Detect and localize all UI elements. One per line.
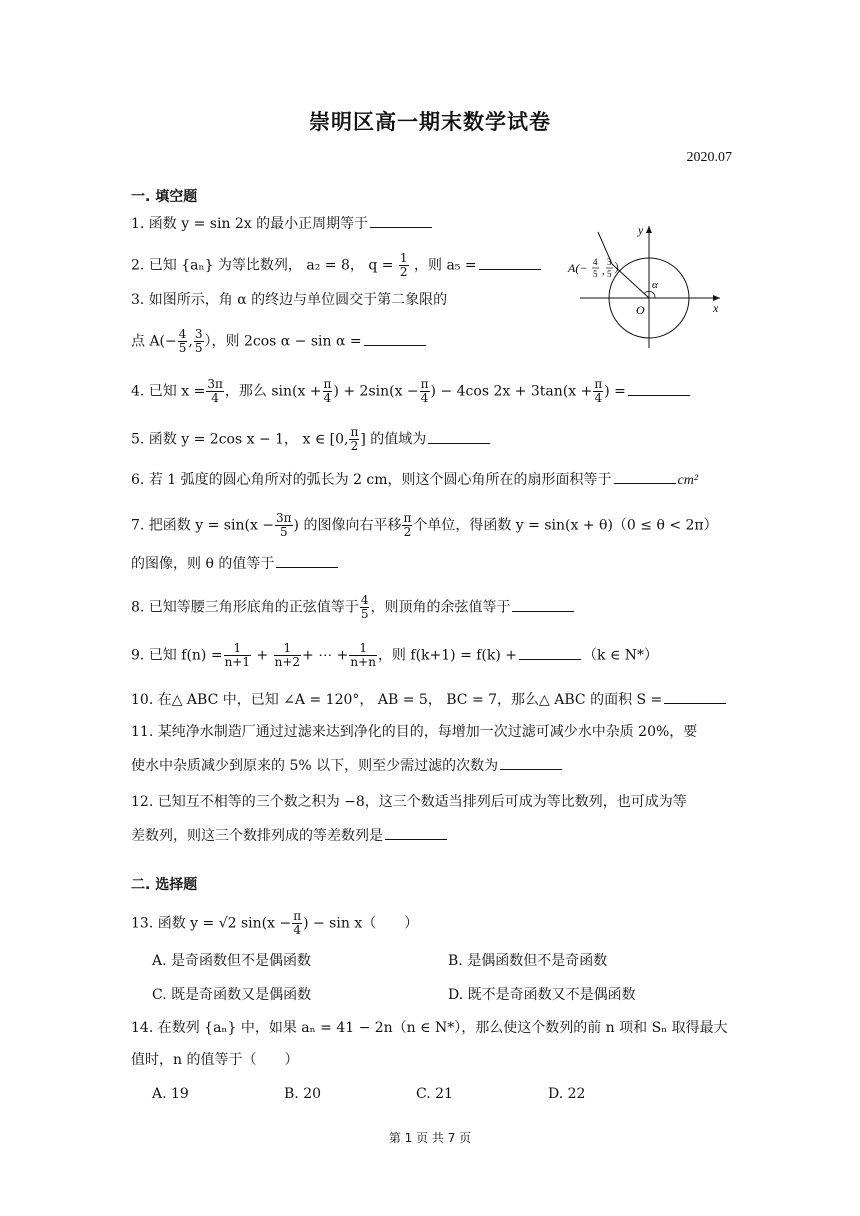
q13-option-d: D. 既不是奇函数又不是偶函数 (448, 987, 636, 1003)
point-a-num-2: 3 (607, 257, 612, 267)
q14-option-c: C. 21 (416, 1086, 453, 1102)
question-2-text-a: 2. 已知 {aₙ} 为等比数列， a₂ = 8， q = (131, 257, 394, 274)
answer-blank (428, 430, 490, 444)
question-14-line-2: 值时，n 的值等于（ ） (131, 1052, 299, 1068)
q13-option-c: C. 既是奇函数又是偶函数 (152, 987, 312, 1003)
question-14-line-1: 14. 在数列 {aₙ} 中，如果 aₙ = 41 − 2n（n ∈ N*），那么使这个数列的前 n 项和 Sₙ 取得最大 (131, 1020, 728, 1036)
point-a-label: A(− (568, 261, 588, 275)
q14-option-a: A. 19 (152, 1086, 189, 1102)
q13-option-b: B. 是偶函数但不是奇函数 (448, 953, 608, 969)
alpha-label: α (652, 279, 658, 291)
fraction-three-pi-over-four: $\frac{3\pi}{4}$ (207, 377, 223, 405)
answer-blank (500, 756, 562, 770)
point-a-num: 4 (593, 257, 598, 267)
question-13: 13. 函数 y = √2 sin(x − $\frac{\pi}{4}$ ) − sin x（ ） (131, 909, 419, 937)
question-12-line-1: 12. 已知互不相等的三个数之积为 −8，这三个数适当排列后可成为等比数列，也可成为等 (131, 794, 687, 810)
fraction-one-over-n-plus-one: $\frac{1}{n+1}$ (224, 641, 250, 669)
answer-blank (664, 690, 726, 704)
fraction-pi-over-four: $\frac{\pi}{4}$ (594, 377, 603, 405)
fraction-three-fifths: $\frac{3}{5}$ (194, 327, 203, 355)
section-fill-in: 一. 填空题 (131, 189, 198, 205)
answer-blank (364, 332, 426, 346)
origin-label: O (636, 303, 645, 317)
answer-blank (276, 554, 338, 568)
question-6: 6. 若 1 弧度的圆心角所对的弧长为 2 cm，则这个圆心角所在的扇形面积等于 cm² (131, 472, 699, 488)
answer-blank (370, 214, 432, 228)
fraction-three-pi-over-five: $\frac{3\pi}{5}$ (276, 511, 292, 539)
question-10: 10. 在△ ABC 中，已知 ∠A = 120°， AB = 5， BC = 7，那么△ ABC 的面积 S = (131, 690, 731, 710)
answer-blank (614, 470, 676, 484)
fraction-pi-over-two: $\frac{\pi}{2}$ (350, 425, 359, 453)
point-a-den: 5 (593, 269, 598, 279)
point-a-den-2: 5 (607, 269, 612, 279)
question-8: 8. 已知等腰三角形底角的正弦值等于 $\frac{4}{5}$ ，则顶角的余弦值等于 (131, 594, 731, 621)
y-axis-arrow (646, 226, 652, 233)
fraction-four-fifths: $\frac{4}{5}$ (360, 593, 369, 621)
y-axis-label: y (638, 223, 644, 237)
answer-blank (512, 598, 574, 612)
page-title: 崇明区高一期末数学试卷 (309, 110, 551, 134)
fraction-half: $\frac{1}{2}$ (399, 251, 408, 279)
question-7-line-2: 的图像，则 θ 的值等于 (131, 554, 731, 574)
exam-date: 2020.07 (686, 150, 732, 165)
question-2-text-b: ，则 a₅ = (414, 257, 477, 274)
fraction-one-over-n-plus-two: $\frac{1}{n+2}$ (274, 641, 301, 669)
q13-option-a: A. 是奇函数但不是偶函数 (152, 953, 312, 969)
question-1-text: 1. 函数 y = sin 2x 的最小正周期等于 (131, 216, 369, 232)
fraction-four-fifths: $\frac{4}{5}$ (178, 327, 187, 355)
question-5: 5. 函数 y = 2cos x − 1， x ∈ [0, $\frac{\pi}{2}$ ] 的值域为 (131, 426, 731, 453)
question-3-line-2: 点 A(− $\frac{4}{5}$ , $\frac{3}{5}$ ），则 2cos α − sin α = (131, 328, 731, 355)
question-12-line-2: 差数列，则这三个数排列成的等差数列是 (131, 826, 731, 846)
q14-option-b: B. 20 (284, 1086, 322, 1102)
question-7-line-1: 7. 把函数 y = sin(x − $\frac{3\pi}{5}$ ) 的图像向右平移 $\frac{\pi}{2}$ 个单位，得函数 y = sin(x + θ)（0 ≤ θ < 2π） (131, 511, 718, 539)
question-11-line-2: 使水中杂质减少到原来的 5% 以下，则至少需过滤的次数为 (131, 756, 731, 776)
question-11-line-1: 11. 某纯净水制造厂通过过滤来达到净化的目的，每增加一次过滤可减少水中杂质 20%，要 (131, 724, 698, 740)
page-footer: 第 1 页 共 7 页 (388, 1131, 472, 1145)
answer-blank (479, 256, 541, 270)
question-4: 4. 已知 x = $\frac{3\pi}{4}$ ，那么 sin(x + $\frac{\pi}{4}$ ) + 2sin(x − $\frac{\pi}{4}$ ) − 4cos 2x + 3tan(x + $\frac{\pi}{4}$ ) = (131, 378, 731, 405)
q14-option-d: D. 22 (548, 1086, 586, 1102)
section-multiple-choice: 二. 选择题 (131, 877, 198, 893)
point-a-close: ） (614, 261, 627, 275)
svg-text:,: , (602, 265, 605, 277)
question-9: 9. 已知 f(n) = $\frac{1}{n+1}$ + $\frac{1}{n+2}$ + ⋯ + $\frac{1}{n+n}$ ，则 f(k+1) = f(k) + （k ∈ N*） (131, 641, 659, 669)
unit-circle-figure (560, 222, 730, 352)
fraction-pi-over-two: $\frac{\pi}{2}$ (403, 511, 412, 539)
fraction-pi-over-four: $\frac{\pi}{4}$ (420, 377, 429, 405)
x-axis-label: x (713, 301, 719, 315)
question-3-line-1: 3. 如图所示，角 α 的终边与单位圆交于第二象限的 (131, 292, 448, 308)
answer-blank (519, 646, 581, 660)
fraction-one-over-n-plus-n: $\frac{1}{n+n}$ (350, 641, 376, 669)
fraction-pi-over-four: $\frac{\pi}{4}$ (293, 909, 302, 937)
answer-blank (385, 826, 447, 840)
answer-blank (628, 382, 690, 396)
fraction-pi-over-four: $\frac{\pi}{4}$ (323, 377, 332, 405)
